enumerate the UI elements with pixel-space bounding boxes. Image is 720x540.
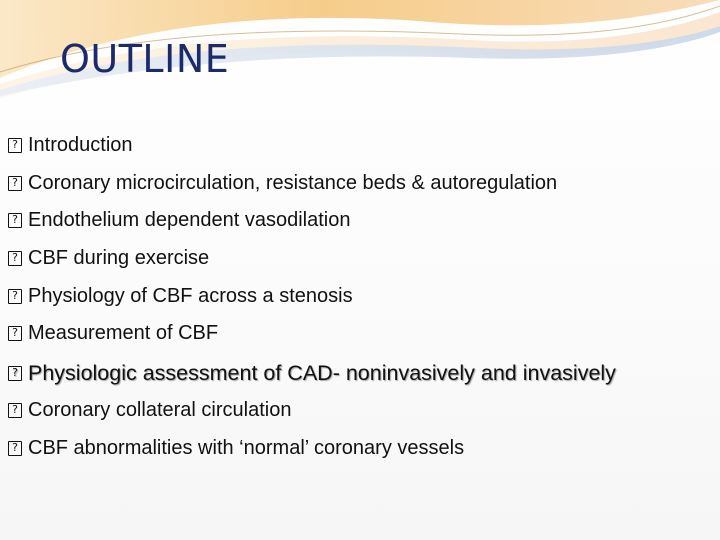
list-item-label: Physiologic assessment of CAD- noninvasively and invasively [28,361,616,386]
list-item-label: Endothelium dependent vasodilation [28,209,351,232]
missing-glyph-box-icon [8,289,22,304]
list-item-label: Introduction [28,134,133,156]
missing-glyph-box-icon [8,326,22,341]
list-item-label: Physiology of CBF across a stenosis [28,284,353,307]
outline-list [8,132,714,473]
missing-glyph-box-icon [8,441,22,456]
list-item [8,283,714,321]
missing-glyph-box-icon [8,251,22,266]
list-item [8,207,714,245]
list-item-label: Coronary collateral circulation [28,399,292,422]
list-item [8,170,714,208]
list-item-label: CBF during exercise [28,247,210,270]
missing-glyph-box-icon [8,403,22,418]
missing-glyph-box-icon [8,138,22,153]
list-item [8,132,714,170]
list-item-label: Coronary microcirculation, resistance beds & autoregulation [28,171,558,194]
list-item-emphasized [8,358,714,397]
missing-glyph-box-icon [8,213,22,228]
list-item [8,435,714,473]
list-item-label: Measurement of CBF [28,322,219,345]
missing-glyph-box-icon [8,366,22,381]
list-item [8,397,714,435]
slide-title: OUTLINE [60,37,230,81]
list-item-label: CBF abnormalities with ‘normal’ coronary vessels [28,436,465,459]
missing-glyph-box-icon [8,176,22,191]
list-item [8,320,714,358]
list-item [8,245,714,283]
